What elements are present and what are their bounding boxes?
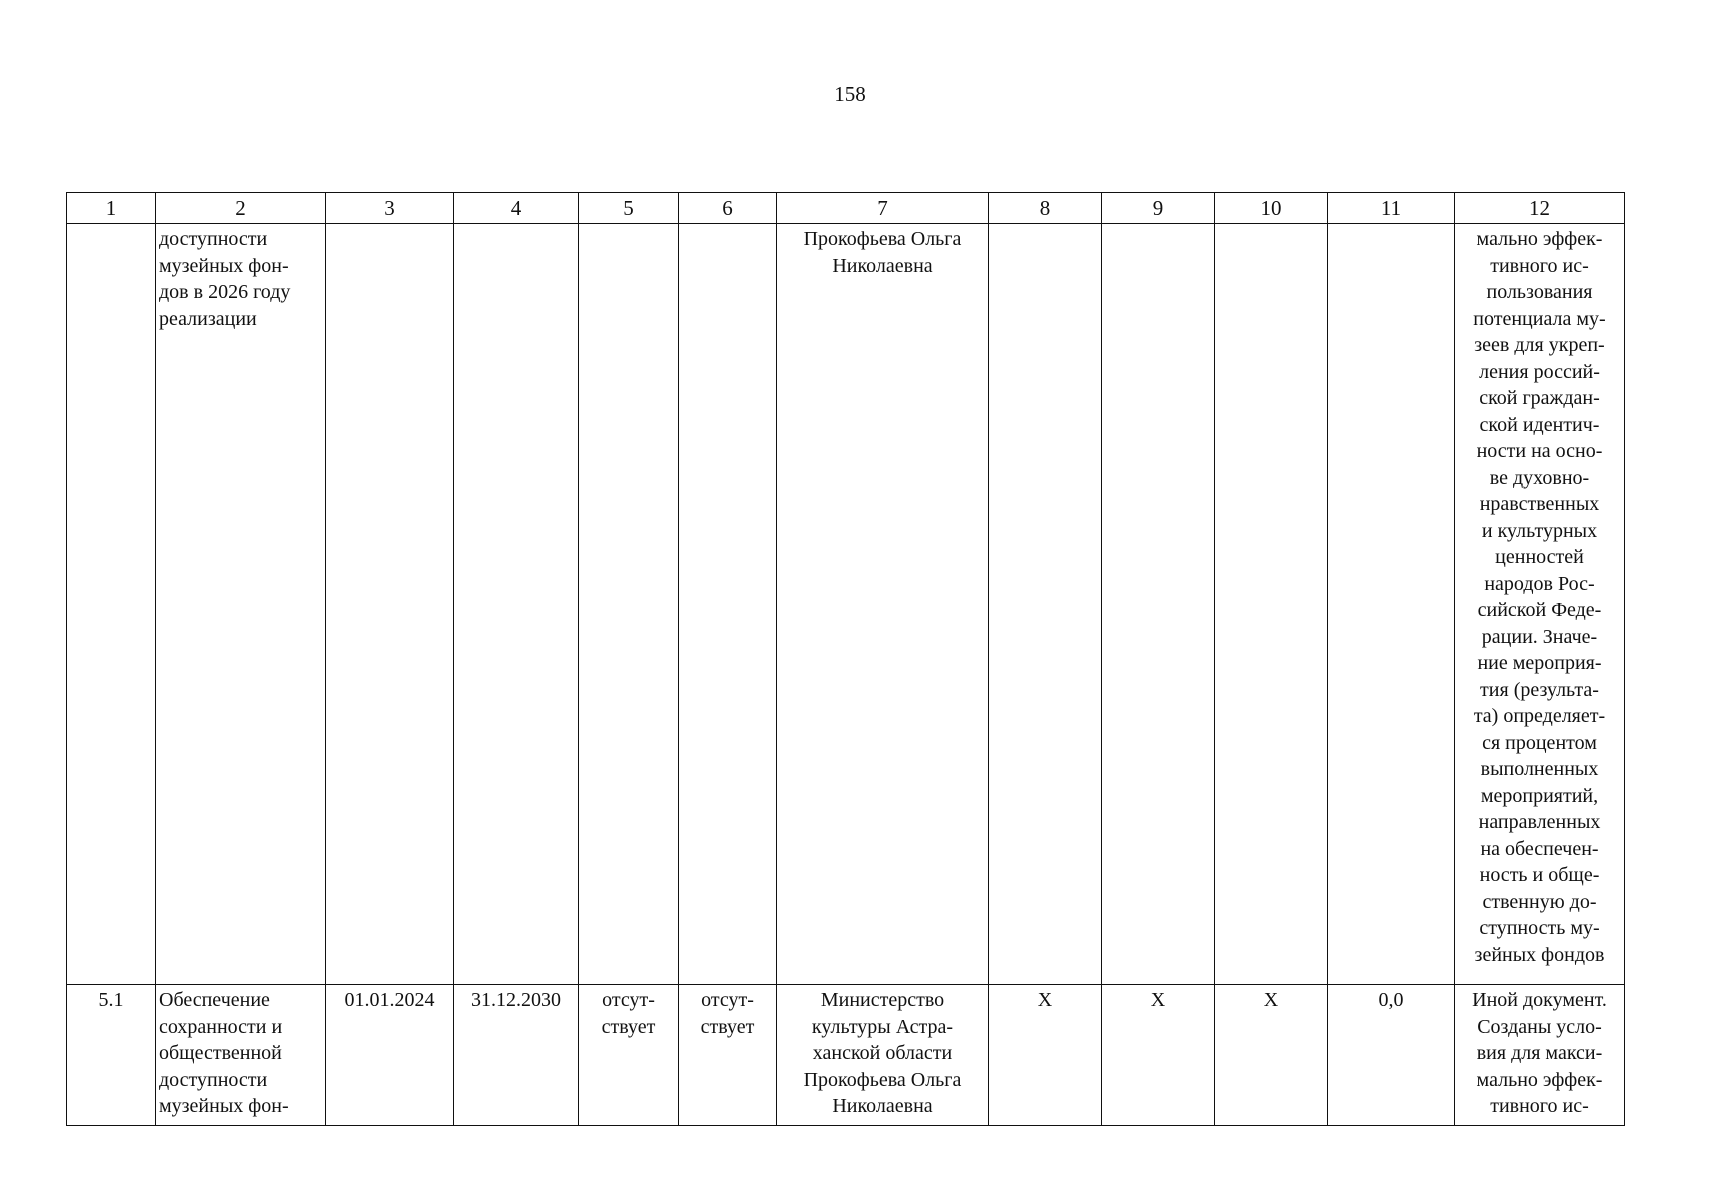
table-row — [67, 224, 1625, 985]
cell-col8 — [989, 224, 1102, 985]
column-number: 1 — [67, 193, 156, 224]
cell-start-date: 01.01.2024 — [326, 985, 454, 1126]
column-number: 7 — [777, 193, 989, 224]
column-number: 12 — [1455, 193, 1625, 224]
column-number: 5 — [579, 193, 679, 224]
cell-end-date — [454, 224, 579, 985]
cell-number — [67, 224, 156, 985]
column-number: 8 — [989, 193, 1102, 224]
cell-col5: отсут- ствует — [579, 985, 679, 1126]
cell-col10: X — [1215, 985, 1328, 1126]
column-number: 3 — [326, 193, 454, 224]
column-number: 9 — [1102, 193, 1215, 224]
cell-responsible: Министерство культуры Астра- ханской области Прокофьева Ольга Николаевна — [777, 985, 989, 1126]
cell-end-date: 31.12.2030 — [454, 985, 579, 1126]
column-number: 2 — [156, 193, 326, 224]
cell-col5 — [579, 224, 679, 985]
cell-col10 — [1215, 224, 1328, 985]
column-number: 4 — [454, 193, 579, 224]
cell-name: доступности музейных фон- дов в 2026 году реализации — [156, 224, 326, 985]
column-number: 10 — [1215, 193, 1328, 224]
cell-col6: отсут- ствует — [679, 985, 777, 1126]
cell-col9 — [1102, 224, 1215, 985]
cell-description: мально эффек- тивного ис- пользования потенциала му- зеев для укреп- ления россий- ской граждан- ской идентич- ности на осно- ве духовно- нравственных и культурных ценностей народов Рос- сийской Феде- рации. Значе- ние мероприя- тия (результа- та) определяет- ся процентом выполненных мероприятий, направленных на обеспечен- ность и обще- ственную до- ступность му- зейных фондов — [1455, 224, 1625, 985]
column-number-row — [67, 193, 1625, 224]
program-table — [66, 192, 1625, 1126]
cell-start-date — [326, 224, 454, 985]
cell-name: Обеспечение сохранности и общественной доступности музейных фон- — [156, 985, 326, 1126]
cell-responsible: Прокофьева Ольга Николаевна — [777, 224, 989, 985]
cell-col11: 0,0 — [1328, 985, 1455, 1126]
page-number: 158 — [834, 82, 866, 106]
column-number: 11 — [1328, 193, 1455, 224]
cell-number: 5.1 — [67, 985, 156, 1126]
cell-description: Иной документ. Созданы усло- вия для макси- мально эффек- тивного ис- — [1455, 985, 1625, 1126]
cell-col6 — [679, 224, 777, 985]
cell-col8: X — [989, 985, 1102, 1126]
cell-col9: X — [1102, 985, 1215, 1126]
column-number: 6 — [679, 193, 777, 224]
cell-col11 — [1328, 224, 1455, 985]
table-row — [67, 985, 1625, 1126]
